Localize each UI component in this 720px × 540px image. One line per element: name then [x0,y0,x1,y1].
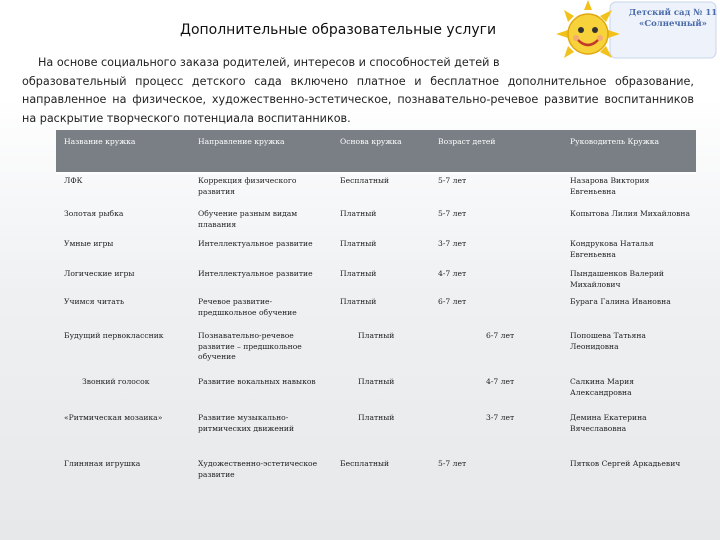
cell-age: 4-7 лет [486,377,515,386]
table-row [56,173,696,207]
cell-leader: Пятков Сергей Аркадьевич [570,459,681,468]
cell-direction: Интеллектуальное развитие [198,269,313,278]
cell-basis-wrap [332,411,430,457]
cell-age: 4-7 лет [438,269,467,278]
cell-name: Звонкий голосок [82,377,150,386]
intro-line-1: На основе социального заказа родителей, интересов и способностей детей в [38,56,500,69]
table-row [56,375,696,411]
cell-leader: Попошева Татьяна Леонидовна [570,331,646,351]
cell-age: 5-7 лет [438,209,467,218]
cell-direction: Речевое развитие-предшкольное обучение [198,297,297,317]
cell-age: 5-7 лет [438,459,467,468]
table-row [56,457,696,497]
cell-basis-wrap [332,329,430,375]
cell-basis: Платный [358,331,395,340]
cell-name: «Ритмическая мозаика» [64,413,163,422]
cell-basis: Платный [340,297,377,306]
cell-name: Учимся читать [64,297,125,306]
cell-basis: Платный [358,377,395,386]
cell-basis: Платный [340,209,377,218]
cell-basis: Бесплатный [340,459,390,468]
intro-paragraph [22,54,694,128]
cell-leader: Демина Екатерина Вячеславовна [570,413,647,433]
table-row [56,411,696,457]
table-row [56,295,696,329]
cell-leader: Бурага Галина Ивановна [570,297,671,306]
header-direction: Направление кружка [190,130,332,173]
cell-direction: Обучение разным видам плавания [198,209,298,229]
cell-basis: Платный [358,413,395,422]
cell-age-wrap [430,375,562,411]
table-header-row [56,130,696,173]
header-name: Название кружка [56,130,190,173]
cell-name: Будущий первоклассник [64,331,164,340]
cell-age: 3-7 лет [486,413,515,422]
header-age: Возраст детей [430,130,562,173]
cell-name: Золотая рыбка [64,209,124,218]
header-leader: Руководитель Кружка [562,130,696,173]
cell-leader: Пындашенков Валерий Михайлович [570,269,664,289]
cell-direction: Художественно-эстетическое развитие [198,459,318,479]
cell-basis-wrap [332,375,430,411]
cell-name: Логические игры [64,269,135,278]
cell-basis: Платный [340,239,377,248]
cell-direction: Развитие музыкально-ритмических движений [198,413,295,433]
cell-leader: Салкина Мария Александровна [570,377,634,397]
cell-name: ЛФК [64,176,83,185]
cell-age: 6-7 лет [438,297,467,306]
cell-age-wrap [430,411,562,457]
cell-name: Умные игры [64,239,114,248]
cell-direction: Познавательно-речевое развитие – предшкольное обучение [198,331,302,361]
cell-name-wrap [56,375,190,411]
cell-leader: Копытова Лилия Михайловна [570,209,690,218]
logo-text: Детский сад № 11 «Солнечный» [628,8,718,29]
cell-direction: Развитие вокальных навыков [198,377,316,386]
cell-basis: Бесплатный [340,176,390,185]
cell-direction: Коррекция физического развития [198,176,297,196]
intro-line-2: образовательный процесс детского сада включено платное и бесплатное дополнительное образование, направленное на физическое, художественно-эстетическое, познавательно-речевое развитие воспитанников на раскрытие творческого потенциала воспитанников. [22,74,694,125]
cell-name: Глиняная игрушка [64,459,141,468]
table-row [56,237,696,267]
table-row [56,207,696,237]
cell-leader: Назарова Виктория Евгеньевна [570,176,650,196]
cell-age: 3-7 лет [438,239,467,248]
page-title: Дополнительные образовательные услуги [180,22,497,38]
table-row [56,267,696,295]
cell-leader: Кондрукова Наталья Евгеньевна [570,239,654,259]
cell-age: 6-7 лет [486,331,515,340]
cell-age: 5-7 лет [438,176,467,185]
cell-age-wrap [430,329,562,375]
cell-basis: Платный [340,269,377,278]
cell-direction: Интеллектуальное развитие [198,239,313,248]
table-row [56,329,696,375]
header-basis: Основа кружка [332,130,430,173]
activities-table [56,130,696,497]
